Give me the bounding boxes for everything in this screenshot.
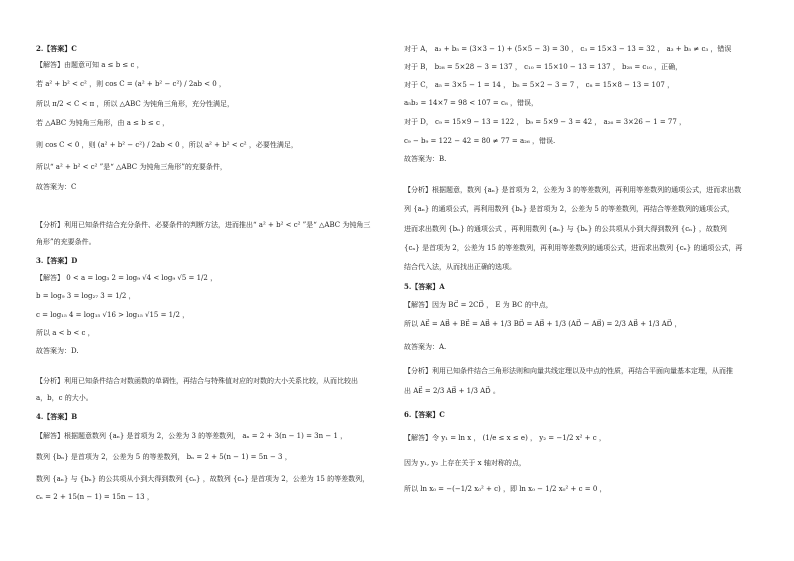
text-line: 进而求出数列 {bₙ} 的通项公式 ，再利用数列 {aₙ} 与 {bₙ} 的公共项从小到大得到数列 {cₙ} ，故数列 bbox=[404, 225, 727, 233]
text-line: 数列 {bₙ} 是首项为 2，公差为 5 的等差数列， bₙ = 2 + 5(n − 1) = 5n − 3 ， bbox=[36, 453, 292, 461]
text-line: 【分析】利用已知条件结合充分条件、必要条件的判断方法，进而推出“ a² + b² < c² ”是“ △ABC 为钝角三 bbox=[36, 221, 371, 229]
text-line: 【解答】 0 < a = log₃ 2 = log₉ √4 < log₉ √5 = 1/2 ， bbox=[36, 274, 218, 282]
text-line: 数列 {aₙ} 与 {bₙ} 的公共项从小到大得到数列 {cₙ} ，故数列 {cₙ} 是首项为 2，公差为 15 的等差数列， bbox=[36, 475, 370, 483]
text-line: b = log₉ 3 = log₂₇ 3 = 1/2 ， bbox=[36, 292, 136, 300]
text-line: 所以 a < b < c ， bbox=[36, 329, 95, 337]
text-line: 【解答】由题意可知 a ≤ b ≤ c ， bbox=[36, 61, 144, 69]
text-line: c₉ − b₉ = 122 − 42 = 80 ≠ 77 = a₂₆ ，错误. bbox=[404, 137, 556, 145]
text-line: 对于 C， a₅ = 3×5 − 1 = 14 ， b₅ = 5×2 − 3 = 7 ， c₈ = 15×8 − 13 = 107 ， bbox=[404, 81, 675, 89]
text-line: 对于 A， a₃ + b₅ = (3×3 − 1) + (5×5 − 3) = 30 ， c₃ = 15×3 − 13 = 32 ， a₃ + b₅ ≠ c₃ ，错误 bbox=[404, 45, 732, 53]
text-line: 【分析】根据题意，数列 {aₙ} 是首项为 2，公差为 3 的等差数列，再利用等差数列的通项公式，进而求出数 bbox=[404, 186, 742, 194]
answer-heading: 5.【答案】A bbox=[404, 282, 445, 291]
text-line: 所以“ a² + b² < c² ”是“ △ABC 为钝角三角形”的充要条件， bbox=[36, 163, 227, 171]
answer-heading: 4.【答案】B bbox=[36, 412, 78, 421]
text-line: 对于 D， c₉ = 15×9 − 13 = 122 ， b₉ = 5×9 − 3 = 42 ， a₂₆ = 3×26 − 1 = 77 ， bbox=[404, 118, 687, 126]
text-line: c = log₁₅ 4 = log₁₅ √16 > log₁₅ √15 = 1/2 ， bbox=[36, 311, 190, 319]
text-line: {cₙ} 是首项为 2，公差为 15 的等差数列，再利用等差数列的通项公式，进而求出数列 {cₙ} 的通项公式，再 bbox=[404, 244, 743, 252]
text-line: 【分析】利用已知条件结合对数函数的单调性，再结合与特殊值对应的对数的大小关系比较，从而比较出 bbox=[36, 377, 358, 385]
text-line: 若 △ABC 为钝角三角形，由 a ≤ b ≤ c ， bbox=[36, 119, 170, 127]
text-line: 出 AE⃗ = 2/3 AB⃗ + 1/3 AD⃗ 。 bbox=[404, 387, 500, 395]
text-line: 对于 B， b₂₈ = 5×28 − 3 = 137 ， c₁₀ = 15×10 − 13 = 137 ， b₂₈ = c₁₀ ，正确， bbox=[404, 63, 683, 71]
text-line: 因为 y₁, y₂ 上存在关于 x 轴对称的点， bbox=[404, 459, 526, 467]
text-line: 所以 AE⃗ = AB⃗ + BE⃗ = AB⃗ + 1/3 BD⃗ = AB⃗ + 1/3 (AD⃗ − AB⃗) = 2/3 AB⃗ + 1/3 AD⃗ ， bbox=[404, 320, 682, 328]
text-line: 【解答】令 y₁ = ln x ， (1/e ≤ x ≤ e) ， y₂ = −1/2 x² + c ， bbox=[404, 434, 606, 442]
text-line: cₙ = 2 + 15(n − 1) = 15n − 13 ， bbox=[36, 493, 154, 501]
text-line: a₅b₂ = 14×7 = 98 < 107 = c₈ ，错误， bbox=[404, 99, 538, 107]
text-line: 所以 ln x₀ = −(−1/2 x₀² + c) ，即 ln x₀ − 1/2 x₀² + c = 0 ， bbox=[404, 485, 607, 493]
text-line: 故答案为：C bbox=[36, 183, 77, 191]
text-line: 【分析】利用已知条件结合三角形法则和向量共线定理以及中点的性质，再结合平面向量基本定理，从而推 bbox=[404, 367, 733, 375]
text-line: 列 {aₙ} 的通项公式，再利用数列 {bₙ} 是首项为 2，公差为 5 的等差数列，再结合等差数列的通项公式， bbox=[404, 205, 735, 213]
text-line: 故答案为：D. bbox=[36, 347, 79, 355]
text-line: a，b，c 的大小。 bbox=[36, 394, 93, 402]
text-line: 故答案为：B. bbox=[404, 155, 447, 163]
text-line: 【解答】根据题意数列 {aₙ} 是首项为 2，公差为 3 的等差数列， aₙ = 2 + 3(n − 1) = 3n − 1 ， bbox=[36, 432, 348, 440]
text-line: 故答案为：A. bbox=[404, 343, 447, 351]
answer-heading: 2.【答案】C bbox=[36, 44, 77, 53]
text-line: 角形”的充要条件。 bbox=[36, 238, 96, 246]
text-line: 【解答】因为 BC⃗ = 2CD⃗ ， E 为 BC 的中点， bbox=[404, 301, 553, 309]
text-line: 若 a² + b² < c² ，则 cos C = (a² + b² − c²) / 2ab < 0 ， bbox=[36, 80, 226, 88]
answer-heading: 3.【答案】D bbox=[36, 256, 78, 265]
text-line: 所以 π/2 < C < π ，所以 △ABC 为钝角三角形，充分性满足， bbox=[36, 100, 234, 108]
text-line: 则 cos C < 0 ，则 (a² + b² − c²) / 2ab < 0 ，所以 a² + b² < c² ，必要性满足， bbox=[36, 141, 298, 149]
text-line: 结合代入法，从而找出正确的选项。 bbox=[404, 263, 516, 271]
answer-heading: 6.【答案】C bbox=[404, 410, 445, 419]
